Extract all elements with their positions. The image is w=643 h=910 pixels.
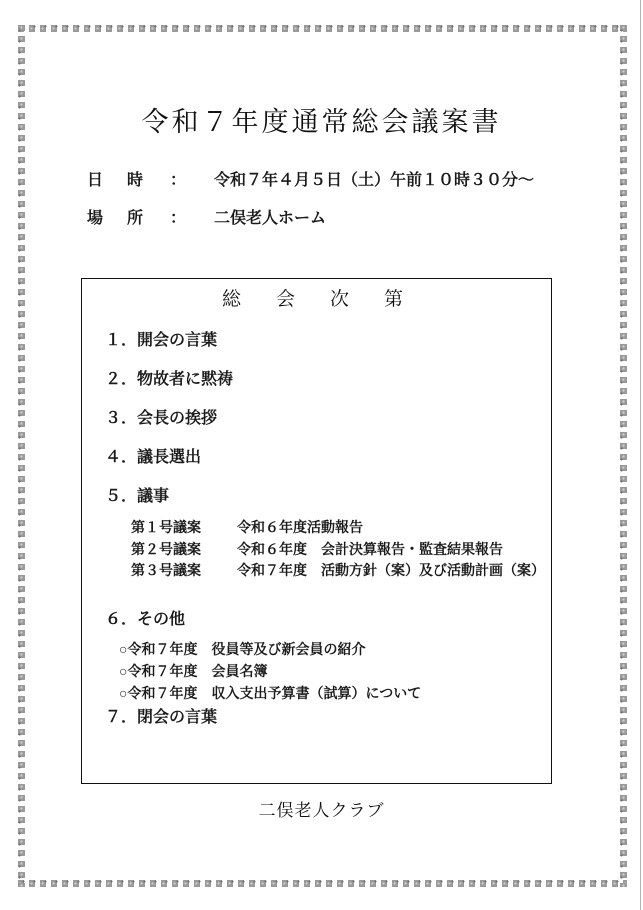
other-row-2 [119, 660, 551, 682]
other-row-1 [119, 638, 551, 660]
agenda-item-1-title: 開会の言葉 [137, 332, 218, 349]
agenda-item-6-number: ６． [105, 610, 138, 628]
agenda-item-3-title: 会長の挨拶 [137, 410, 218, 427]
agenda-box [81, 278, 552, 784]
meta-datetime [87, 167, 534, 190]
border-left [18, 25, 25, 887]
agenda-item-5-number: ５． [105, 488, 138, 505]
agenda-item-5-title: 議事 [137, 488, 170, 505]
agenda-item-7 [105, 708, 551, 728]
proposal-1-description: 令和６年度活動報告 [237, 519, 363, 535]
other-1-text: 令和７年度 役員等及び新会員の紹介 [127, 640, 366, 657]
agenda-item-7-number: ７． [105, 708, 138, 726]
proposal-row-2 [131, 539, 551, 561]
location-colon: ： [170, 210, 187, 227]
agenda-item-7-title: 閉会の言葉 [137, 708, 218, 726]
agenda-item-4-number: ４． [105, 449, 138, 466]
agenda-heading: 総 会 次 第 [221, 289, 411, 310]
agenda-item-1-number: １． [105, 332, 138, 349]
other-2-bullet: ○ [119, 662, 128, 679]
proposal-1-label: 第１号議案 [131, 519, 201, 535]
agenda-item-4-title: 議長選出 [137, 449, 202, 466]
agenda-item-5 [105, 487, 551, 507]
agenda-item-2 [105, 370, 551, 390]
proposal-3-label: 第３号議案 [131, 562, 201, 578]
page-title: 令和７年度通常総会議案書 [141, 107, 502, 138]
datetime-value: 令和７年４月５日（土）午前１０時３０分～ [214, 172, 535, 189]
border-right [620, 25, 627, 887]
border-bottom [18, 880, 627, 887]
agenda-item-6-title: その他 [137, 610, 186, 628]
datetime-colon: ： [170, 172, 187, 189]
agenda-item-3-number: ３． [105, 410, 138, 427]
proposal-3-description: 令和７年度 活動方針（案）及び活動計画（案） [237, 562, 545, 578]
datetime-label: 日 時 [87, 172, 148, 189]
proposal-2-label: 第２号議案 [131, 540, 201, 557]
agenda-item-2-title: 物故者に黙祷 [137, 371, 234, 388]
agenda-item-3 [105, 409, 551, 429]
proposal-row-3 [131, 560, 551, 582]
other-1-bullet: ○ [119, 640, 128, 657]
other-3-text: 令和７年度 収入支出予算書（試算）について [127, 684, 422, 701]
footer-club-name: 二俣老人クラブ [258, 801, 385, 820]
agenda-item-6 [105, 610, 551, 630]
proposal-row-1 [131, 517, 551, 539]
other-2-text: 令和７年度 会員名簿 [127, 662, 268, 679]
meta-location [87, 205, 326, 228]
other-3-bullet: ○ [119, 684, 128, 701]
other-row-3 [119, 682, 551, 704]
border-top [18, 25, 627, 32]
location-label: 場 所 [87, 210, 148, 227]
proposal-2-description: 令和６年度 会計決算報告・監査結果報告 [237, 540, 503, 557]
agenda-item-1 [105, 331, 551, 351]
agenda-item-2-number: ２． [105, 371, 138, 388]
location-value: 二俣老人ホーム [214, 210, 327, 227]
agenda-item-4 [105, 448, 551, 468]
